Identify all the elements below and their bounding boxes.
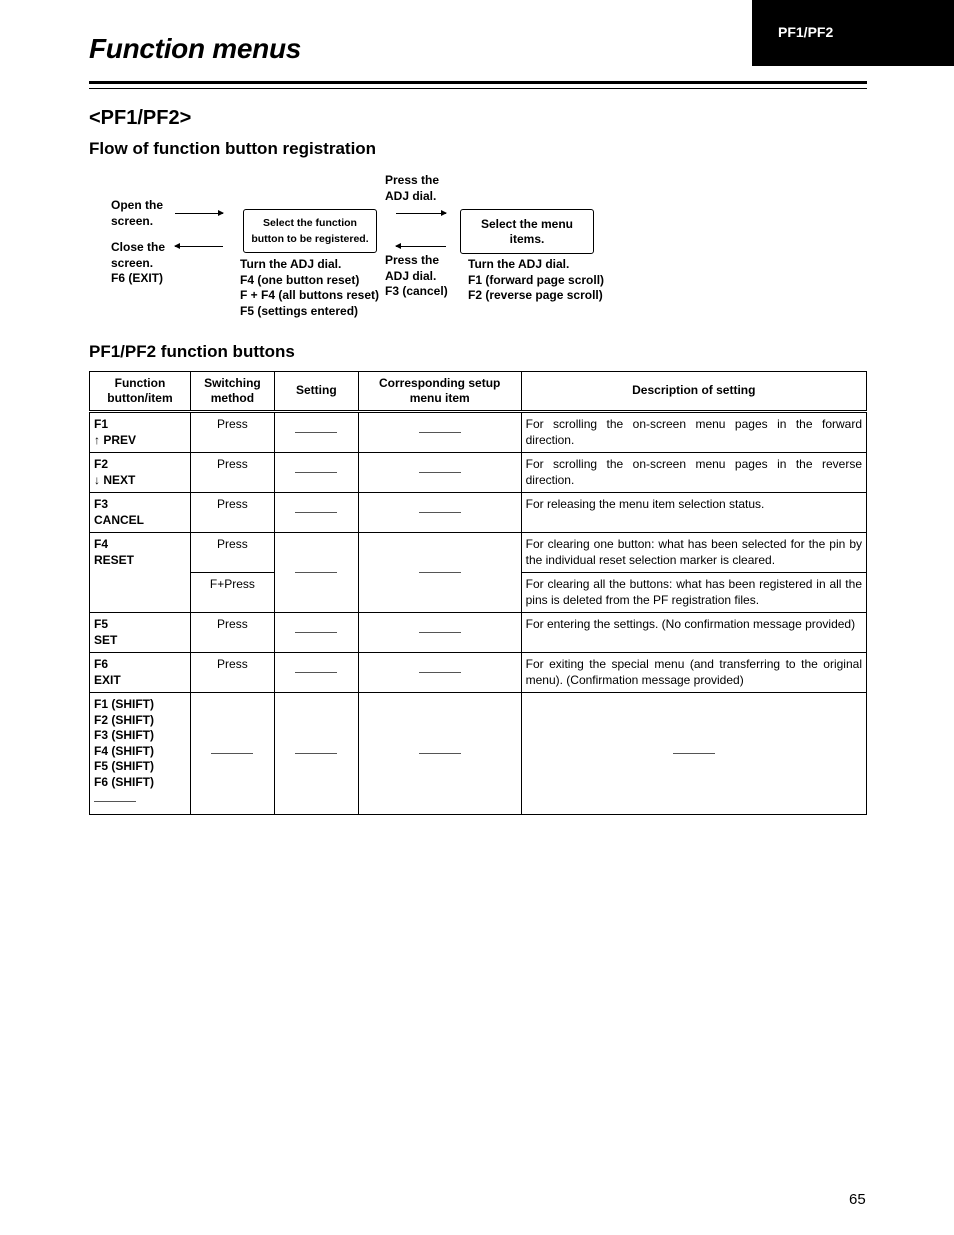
col-description: Description of setting (521, 372, 866, 412)
section-tab: PF1/PF2 (752, 0, 954, 66)
table-row (90, 613, 867, 653)
arrow-right-adj (396, 213, 446, 214)
section-title: <PF1/PF2> (89, 107, 192, 129)
title-rule-thin (89, 88, 867, 89)
col-setup-item: Corresponding setup menu item (358, 372, 521, 412)
row-method: Press (190, 653, 274, 693)
table-heading: PF1/PF2 function buttons (89, 342, 295, 361)
page-title: Function menus (89, 33, 302, 64)
dash-placeholder (358, 412, 521, 453)
dash-placeholder (274, 613, 358, 653)
col-function: Function button/item (90, 372, 191, 412)
flow-press-adj-top: Press the ADJ dial. (385, 173, 440, 203)
dash-placeholder (358, 693, 521, 815)
dash-placeholder (358, 533, 521, 613)
row-description: For exiting the special menu (and transferring to the original menu). (Confirmation message provided) (521, 653, 866, 693)
dash-placeholder (190, 693, 274, 815)
col-setting: Setting (274, 372, 358, 412)
row-method: Press (190, 613, 274, 653)
table-row (90, 493, 867, 533)
row-item: F4 RESET (90, 533, 191, 613)
dash-placeholder (274, 493, 358, 533)
flow-press-adj-bottom: Press the ADJ dial. F3 (cancel) (385, 253, 448, 298)
table-header-row (90, 372, 867, 412)
dash-placeholder (274, 412, 358, 453)
arrow-right-open (175, 213, 223, 214)
row-item: F2 ↓ NEXT (90, 453, 191, 493)
table-row (90, 693, 867, 815)
row-method: F+Press (190, 573, 274, 613)
function-buttons-table (89, 371, 867, 815)
row-description: For scrolling the on-screen menu pages in the reverse direction. (521, 453, 866, 493)
dash-placeholder (274, 693, 358, 815)
dash-placeholder (358, 493, 521, 533)
row-method: Press (190, 493, 274, 533)
flow-box-select-menu: Select the menu items. (460, 209, 594, 254)
row-description: For clearing all the buttons: what has been registered in all the pins is deleted from the PF registration files. (521, 573, 866, 613)
row-description: For entering the settings. (No confirmation message provided) (521, 613, 866, 653)
flow-close-screen: Close the screen. F6 (EXIT) (111, 240, 166, 285)
row-item: F6 EXIT (90, 653, 191, 693)
row-item: F1 (SHIFT) F2 (SHIFT) F3 (SHIFT) F4 (SHIFT) F5 (SHIFT) F6 (SHIFT) (90, 693, 191, 815)
dash-placeholder (358, 613, 521, 653)
table-row (90, 453, 867, 493)
row-item: F3 CANCEL (90, 493, 191, 533)
arrow-left-adj (396, 246, 446, 247)
dash-placeholder (358, 653, 521, 693)
row-item: F1 ↑ PREV (90, 412, 191, 453)
row-description: For clearing one button: what has been selected for the pin by the individual reset selection marker is cleared. (521, 533, 866, 573)
dash-placeholder (274, 453, 358, 493)
table-row (90, 412, 867, 453)
dash-placeholder (274, 533, 358, 613)
dash-placeholder (521, 693, 866, 815)
dash-placeholder (358, 453, 521, 493)
row-method: Press (190, 453, 274, 493)
col-switching: Switching method (190, 372, 274, 412)
table-row (90, 533, 867, 573)
flow-box2-notes: Turn the ADJ dial. F1 (forward page scroll) F2 (reverse page scroll) (468, 257, 605, 302)
dash-placeholder (274, 653, 358, 693)
row-method: Press (190, 412, 274, 453)
title-rule-thick (89, 81, 867, 84)
flow-heading: Flow of function button registration (89, 139, 377, 158)
row-description: For scrolling the on-screen menu pages in the forward direction. (521, 412, 866, 453)
flow-open-screen: Open the screen. (111, 198, 164, 228)
row-method: Press (190, 533, 274, 573)
row-item: F5 SET (90, 613, 191, 653)
table-row (90, 653, 867, 693)
flow-box1-notes: Turn the ADJ dial. F4 (one button reset) F + F4 (all buttons reset) F5 (settings entered) (240, 257, 380, 318)
arrow-left-close (175, 246, 223, 247)
page-number: 65 (849, 1191, 866, 1208)
row-description: For releasing the menu item selection status. (521, 493, 866, 533)
flow-box-select-function: Select the function button to be registered. (243, 209, 377, 253)
